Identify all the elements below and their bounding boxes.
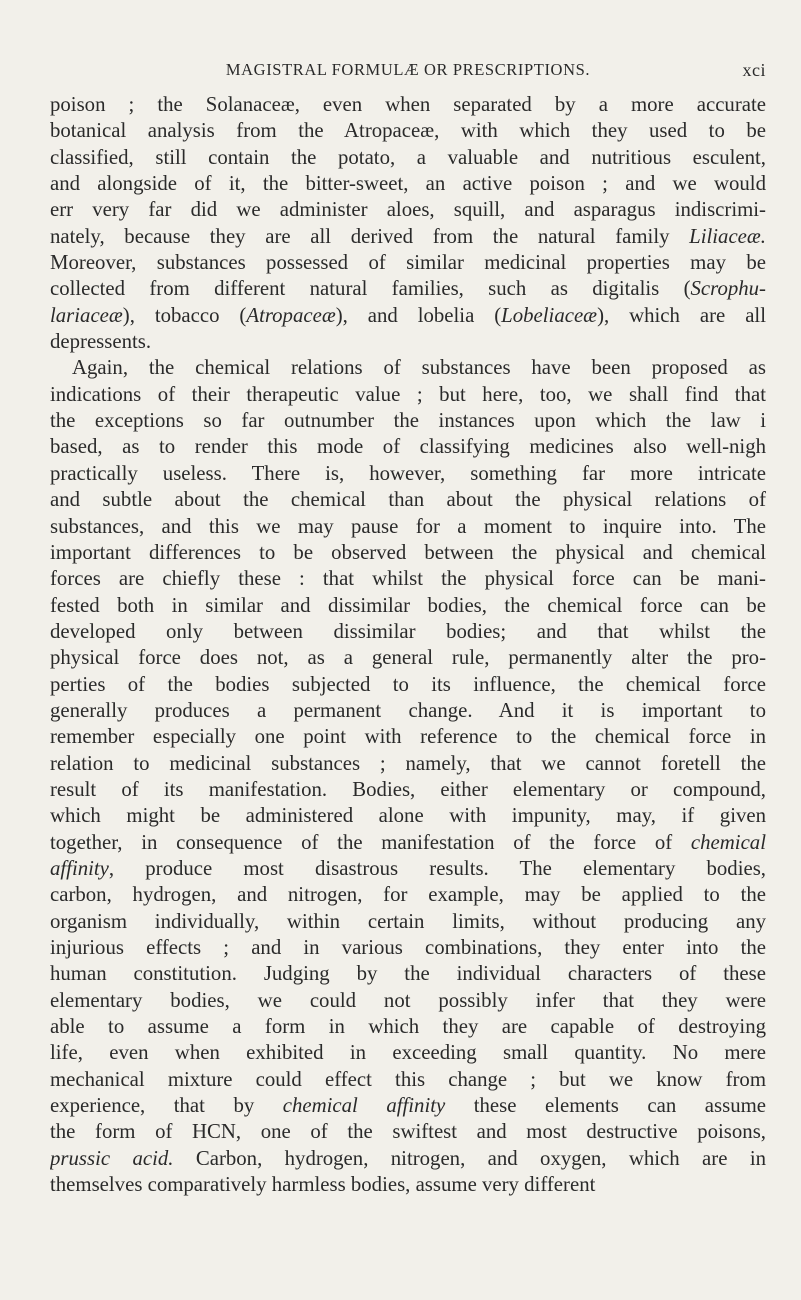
text-line: forces are chiefly these : that whilst the physical force can be mani-	[50, 567, 766, 591]
text-line: indications of their therapeutic value ; but here, too, we shall find that	[50, 382, 766, 406]
text-line: classified, still contain the potato, a valuable and nutritious esculent,	[50, 145, 766, 169]
text-line: nately, because they are all derived from the natural family Liliaceæ.	[50, 224, 766, 248]
text-line: Moreover, substances possessed of similar medicinal properties may be	[50, 251, 766, 275]
text-line: experience, that by chemical affinity these elements can assume	[50, 1094, 766, 1118]
text-line: organism individually, within certain limits, without producing any	[50, 909, 766, 933]
text-line: poison ; the Solanaceæ, even when separated by a more accurate	[50, 93, 766, 116]
text-line: substances, and this we may pause for a moment to inquire into. The	[50, 514, 766, 538]
text-line: together, in consequence of the manifestation of the force of chemical	[50, 830, 766, 854]
text-line: mechanical mixture could effect this change ; but we know from	[50, 1067, 766, 1091]
text-line: physical force does not, as a general rule, permanently alter the pro-	[50, 646, 766, 670]
body-text	[50, 92, 766, 1198]
text-line: err very far did we administer aloes, squill, and asparagus indiscrimi-	[50, 198, 766, 222]
text-line: themselves comparatively harmless bodies, assume very different	[50, 1173, 596, 1197]
text-line: developed only between dissimilar bodies; and that whilst the	[50, 619, 766, 643]
text-line: perties of the bodies subjected to its influence, the chemical force	[50, 672, 766, 696]
text-line: injurious effects ; and in various combinations, they enter into the	[50, 936, 766, 959]
text-line: result of its manifestation. Bodies, either elementary or compound,	[50, 777, 766, 801]
text-line: which might be administered alone with impunity, may, if given	[50, 804, 766, 828]
text-line: depressents.	[50, 330, 152, 354]
text-line: life, even when exhibited in exceeding small quantity. No mere	[50, 1041, 766, 1065]
text-line: carbon, hydrogen, and nitrogen, for example, may be applied to the	[50, 883, 766, 907]
text-line: the form of HCN, one of the swiftest and most destructive poisons,	[50, 1120, 766, 1144]
text-line: botanical analysis from the Atropaceæ, with which they used to be	[50, 119, 766, 143]
text-line: and subtle about the chemical than about the physical relations of	[50, 488, 766, 512]
text-line: lariaceæ), tobacco (Atropaceæ), and lobelia (Lobeliaceæ), which are all	[50, 303, 766, 327]
text-line: prussic acid. Carbon, hydrogen, nitrogen, and oxygen, which are in	[50, 1146, 766, 1170]
text-line: generally produces a permanent change. And it is important to	[50, 698, 766, 722]
text-line: fested both in similar and dissimilar bodies, the chemical force can be	[50, 593, 766, 617]
text-line: collected from different natural families, such as digitalis (Scrophu-	[50, 277, 766, 301]
text-line: practically useless. There is, however, something far more intricate	[50, 461, 766, 485]
text-line: able to assume a form in which they are capable of destroying	[50, 1015, 766, 1039]
page-number: xci	[742, 60, 766, 80]
text-line: and alongside of it, the bitter-sweet, an active poison ; and we would	[50, 172, 766, 196]
running-title: MAGISTRAL FORMULÆ OR PRESCRIPTIONS.	[225, 60, 591, 79]
running-header	[50, 60, 766, 84]
text-line: based, as to render this mode of classifying medicines also well-nigh	[50, 435, 766, 459]
text-line: relation to medicinal substances ; namely, that we cannot foretell the	[50, 751, 766, 775]
text-line: the exceptions so far outnumber the instances upon which the law i	[50, 409, 766, 433]
text-line: human constitution. Judging by the individual characters of these	[50, 962, 766, 986]
text-line: remember especially one point with reference to the chemical force in	[50, 725, 766, 749]
text-line: Again, the chemical relations of substances have been proposed as	[72, 356, 766, 380]
text-line: important differences to be observed between the physical and chemical	[50, 540, 766, 564]
text-line: elementary bodies, we could not possibly infer that they were	[50, 988, 766, 1012]
text-line: affinity, produce most disastrous results. The elementary bodies,	[50, 856, 766, 880]
